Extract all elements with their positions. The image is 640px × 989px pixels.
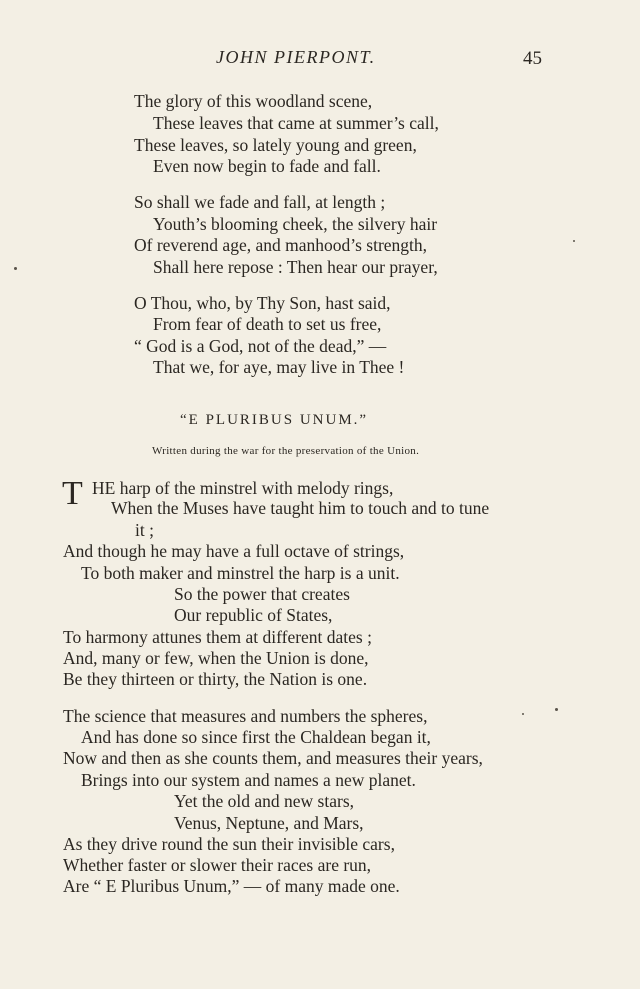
poem-line: Venus, Neptune, and Mars, <box>174 813 364 833</box>
poem-line: Our republic of States, <box>174 605 333 625</box>
paper-speck <box>555 708 558 711</box>
poem-line: These leaves that came at summer’s call, <box>153 113 439 133</box>
poem-subtitle: Written during the war for the preservation of the Union. <box>152 445 420 457</box>
poem-title: “E PLURIBUS UNUM.” <box>180 412 369 428</box>
page-number: 45 <box>523 48 542 69</box>
poem-line: And though he may have a full octave of strings, <box>63 541 405 561</box>
poem-line: To both maker and minstrel the harp is a unit. <box>81 563 400 583</box>
poem-line: O Thou, who, by Thy Son, hast said, <box>134 293 391 313</box>
poem-line: “ God is a God, not of the dead,” — <box>134 336 387 356</box>
poem-line: When the Muses have taught him to touch and to tune <box>111 498 490 518</box>
poem-line: Are “ E Pluribus Unum,” — of many made one. <box>63 876 400 896</box>
poem-line: The glory of this woodland scene, <box>134 91 373 111</box>
poem-line: From fear of death to set us free, <box>153 314 382 334</box>
poem-line: So shall we fade and fall, at length ; <box>134 192 386 212</box>
poem-line: To harmony attunes them at different dates ; <box>63 627 372 647</box>
poem-line: it ; <box>135 520 154 540</box>
paper-speck <box>573 240 575 242</box>
paper-speck <box>14 267 17 270</box>
poem-line: Brings into our system and names a new planet. <box>81 770 416 790</box>
poem-line: Now and then as she counts them, and measures their years, <box>63 748 483 768</box>
poem-line: That we, for aye, may live in Thee ! <box>153 357 405 377</box>
poem-line: Be they thirteen or thirty, the Nation is one. <box>63 669 368 689</box>
poem-line: And has done so since first the Chaldean began it, <box>81 727 431 747</box>
poem-line: Youth’s blooming cheek, the silvery hair <box>153 214 438 234</box>
poem-line: Shall here repose : Then hear our prayer, <box>153 257 438 277</box>
poem-line: And, many or few, when the Union is done, <box>63 648 369 668</box>
poem-line: HE harp of the minstrel with melody rings, <box>92 478 394 498</box>
poem-line: As they drive round the sun their invisible cars, <box>63 834 395 854</box>
poem-line: These leaves, so lately young and green, <box>134 135 417 155</box>
poem-line: Even now begin to fade and fall. <box>153 156 381 176</box>
poem-line: Whether faster or slower their races are run, <box>63 855 372 875</box>
running-header-title: JOHN PIERPONT. <box>216 47 376 67</box>
poem-line: Yet the old and new stars, <box>174 791 355 811</box>
drop-cap: T <box>62 475 83 512</box>
poem-line: The science that measures and numbers the spheres, <box>63 706 428 726</box>
paper-speck <box>522 713 524 715</box>
poem-line: So the power that creates <box>174 584 350 604</box>
poem-line: Of reverend age, and manhood’s strength, <box>134 235 428 255</box>
